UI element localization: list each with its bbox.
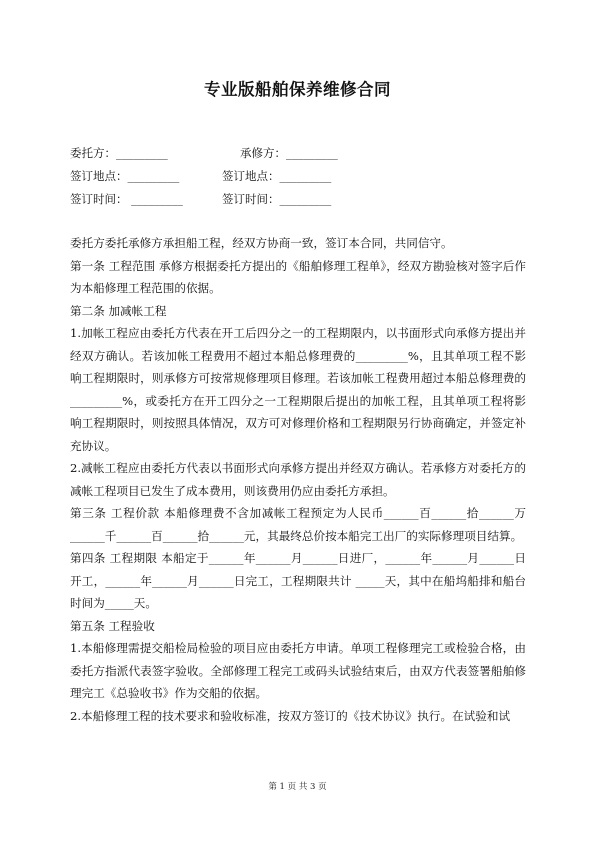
- contractor-field: 承修方：_________: [240, 146, 338, 160]
- paragraph-article-1: 第一条 工程范围 承修方根据委托方提出的《船舶修理工程单》，经双方勘验核对签字后作为本船修理工程范围的依据。: [70, 258, 526, 295]
- paragraph-article-2-item-1: 1.加帐工程应由委托方代表在开工后四分之一的工程期限内，以书面形式向承修方提出并经双方确认。若该加帐工程费用不超过本船总修理费的_________%，且其单项工程不影响工程期限时，则承修方可按常规修理项目修理。若该加帐工程费用超过本船总修理费的_________%，或委托方在开工四分之一工程期限后提出的加帐工程，且其单项工程将影响工程期限时，则按照具体情况，双方可对修理价格和工程期限另行协商确定，并签定补充协议。: [70, 326, 526, 453]
- paragraph-article-2-item-2: 2.减帐工程应由委托方代表以书面形式向承修方提出并经双方确认。若承修方对委托方的减帐工程项目已发生了成本费用，则该费用仍应由委托方承担。: [70, 461, 526, 498]
- paragraph-article-5-item-2: 2.本船修理工程的技术要求和验收标准，按双方签订的《技术协议》执行。在试验和试: [70, 708, 511, 723]
- client-field: 委托方：_________: [70, 146, 168, 160]
- sign-place-field-1: 签订地点：_________: [70, 169, 180, 183]
- sign-time-field-2: 签订时间：_________: [222, 192, 332, 206]
- paragraph-article-5-heading: 第五条 工程验收: [70, 618, 155, 633]
- document-title: 专业版船舶保养维修合同: [204, 80, 391, 99]
- paragraph-intro: 委托方委托承修方承担船工程，经双方协商一致，签订本合同，共同信守。: [70, 236, 453, 250]
- paragraph-article-3: 第三条 工程价款 本船修理费不含加减帐工程预定为人民币______百______拾______万______千______百______拾______元，其最终总价按本船完工出厂的实际修理项目结算。: [70, 506, 526, 543]
- paragraph-article-4: 第四条 工程期限 本船定于______年______月______日进厂，______年______月______日开工，______年______月______日完工，工程期限共计 _____天，其中在船坞船排和船台时间为_____天。: [70, 551, 526, 610]
- sign-time-field-1: 签订时间： _________: [70, 192, 183, 206]
- paragraph-article-2-heading: 第二条 加减帐工程: [70, 303, 167, 318]
- page-footer: 第 1 页 共 3 页: [268, 782, 327, 792]
- paragraph-article-5-item-1: 1.本船修理需提交船检局检验的项目应由委托方申请。单项工程修理完工或检验合格，由委托方指派代表签字验收。全部修理工程完工或码头试验结束后，由双方代表签署船舶修理完工《总验收书》作为交船的依据。: [70, 641, 526, 700]
- contract-body: [70, 232, 526, 727]
- sign-place-field-2: 签订地点：_________: [222, 169, 332, 183]
